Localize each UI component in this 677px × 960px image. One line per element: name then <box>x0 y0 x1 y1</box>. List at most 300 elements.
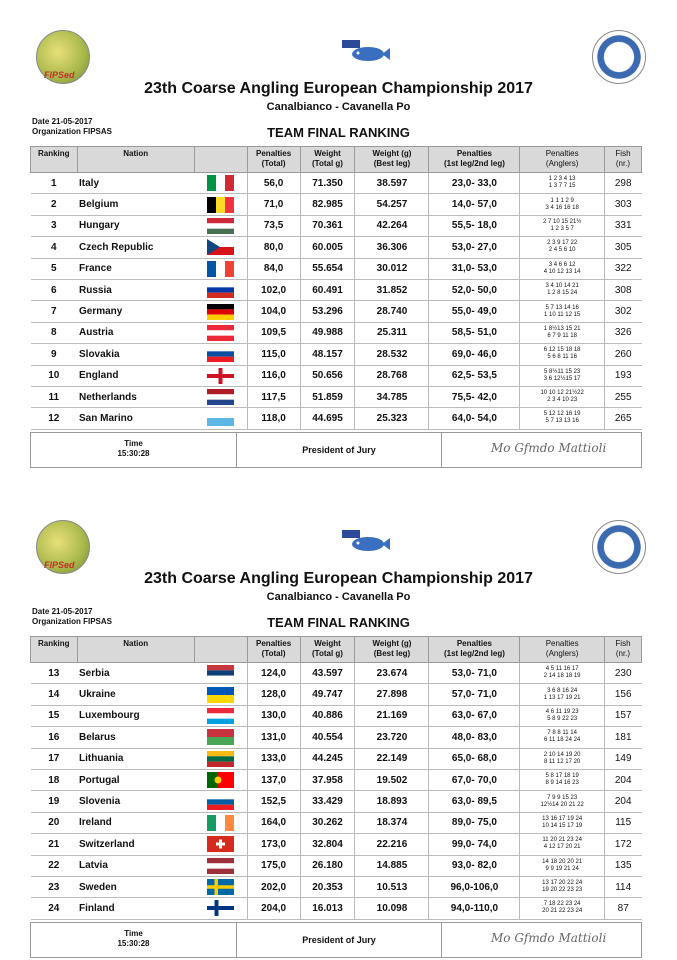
weight-total-cell: 48.157 <box>300 344 355 365</box>
penalties-total-cell: 118,0 <box>247 408 300 429</box>
anglers-line-1: 5 8½11 15 23 <box>544 368 581 375</box>
nation-cell: Ireland <box>77 812 194 833</box>
slovenia-flag-icon <box>207 794 234 810</box>
penalties-legs-cell: 53,0- 27,0 <box>429 237 520 258</box>
sanmarino-flag-icon <box>207 410 234 426</box>
penalties-legs-cell: 67,0- 70,0 <box>429 769 520 790</box>
anglers-line-1: 2 3 9 17 22 <box>547 240 578 247</box>
weight-best-cell: 36.306 <box>355 237 429 258</box>
anglers-line-1: 7 18 22 23 24 <box>543 901 581 908</box>
finland-flag-icon <box>207 900 234 916</box>
anglers-line-2: 8 9 14 16 23 <box>545 780 579 787</box>
header-nation: Nation <box>77 147 194 173</box>
penalties-legs-cell: 57,0- 71,0 <box>429 684 520 705</box>
anglers-line-1: 10 10 12 21½22 <box>540 390 584 397</box>
penalties-legs-cell: 75,5- 42,0 <box>429 386 520 407</box>
penalties-legs-cell: 62,5- 53,5 <box>429 365 520 386</box>
penalties-anglers-cell <box>520 834 605 855</box>
rank-cell: 12 <box>31 408 78 429</box>
penalties-total-cell: 133,0 <box>247 748 300 769</box>
flag-cell <box>194 705 247 726</box>
table-row <box>31 386 642 407</box>
table-row <box>31 898 642 919</box>
weight-total-cell: 60.491 <box>300 279 355 300</box>
weight-best-cell: 25.323 <box>355 408 429 429</box>
table-row <box>31 279 642 300</box>
penalties-legs-cell: 53,0- 71,0 <box>429 663 520 684</box>
weight-best-cell: 30.012 <box>355 258 429 279</box>
weight-total-cell: 71.350 <box>300 173 355 194</box>
anglers-line-1: 6 12 15 18 18 <box>543 347 581 354</box>
rank-cell: 10 <box>31 365 78 386</box>
nation-cell: Lithuania <box>77 748 194 769</box>
rank-cell: 15 <box>31 705 78 726</box>
fish-logo-icon <box>338 36 390 66</box>
penalties-total-cell: 131,0 <box>247 727 300 748</box>
organization-label: Organization FIPSAS <box>32 617 113 626</box>
penalties-anglers-cell <box>520 194 605 215</box>
ranking-table-body <box>31 663 642 920</box>
nation-cell: Luxembourg <box>77 705 194 726</box>
penalties-total-cell: 173,0 <box>247 834 300 855</box>
weight-best-cell: 25.311 <box>355 322 429 343</box>
penalties-total-cell: 84,0 <box>247 258 300 279</box>
rank-cell: 14 <box>31 684 78 705</box>
penalties-anglers-cell <box>520 727 605 748</box>
flag-cell <box>194 194 247 215</box>
latvia-flag-icon <box>207 858 234 874</box>
rank-cell: 20 <box>31 812 78 833</box>
signature: Mo Gfmdo Mattioli <box>491 931 607 945</box>
header-ranking: Ranking <box>31 147 78 173</box>
lithuania-flag-icon <box>207 751 234 767</box>
header-penalties-total: Penalties (Total) <box>247 147 300 173</box>
table-row <box>31 408 642 429</box>
table-header-row <box>31 147 642 173</box>
anglers-line-2: 2 3 4 10 23 <box>547 397 578 404</box>
anglers-line-2: 9 9 19 21 24 <box>545 865 579 872</box>
anglers-line-1: 2 10 14 19 20 <box>543 751 581 758</box>
footer-box <box>30 922 642 958</box>
nation-cell: Austria <box>77 322 194 343</box>
fish-cell: 193 <box>604 365 641 386</box>
weight-total-cell: 49.988 <box>300 322 355 343</box>
flag-cell <box>194 173 247 194</box>
nation-cell: Russia <box>77 279 194 300</box>
france-flag-icon <box>207 261 234 277</box>
belgium-flag-icon <box>207 197 234 213</box>
anglers-line-1: 13 17 20 22 24 <box>542 880 583 887</box>
nation-cell: San Marino <box>77 408 194 429</box>
table-row <box>31 705 642 726</box>
penalties-total-cell: 80,0 <box>247 237 300 258</box>
penalties-legs-cell: 52,0- 50,0 <box>429 279 520 300</box>
weight-best-cell: 14.885 <box>355 855 429 876</box>
rank-cell: 4 <box>31 237 78 258</box>
anglers-line-1: 7 9 9 15 23 <box>547 794 578 801</box>
time-value: 15:30:28 <box>117 449 150 458</box>
anglers-line-2: 2 4 5 6 10 <box>548 247 576 254</box>
nation-cell: Latvia <box>77 855 194 876</box>
penalties-anglers-cell <box>520 322 605 343</box>
anglers-line-1: 5 8 17 18 19 <box>545 773 579 780</box>
header-nation: Nation <box>77 637 194 663</box>
anglers-line-1: 2 7 10 15 21½ <box>542 218 582 225</box>
penalties-anglers-cell <box>520 876 605 897</box>
weight-total-cell: 55.654 <box>300 258 355 279</box>
anglers-line-2: 4 10 12 13 14 <box>543 268 581 275</box>
fish-cell: 298 <box>604 173 641 194</box>
table-row <box>31 769 642 790</box>
weight-total-cell: 70.361 <box>300 215 355 236</box>
fipsas-logo <box>592 520 646 574</box>
flag-cell <box>194 344 247 365</box>
weight-best-cell: 23.674 <box>355 663 429 684</box>
penalties-anglers-cell <box>520 344 605 365</box>
fish-cell: 157 <box>604 705 641 726</box>
weight-total-cell: 43.597 <box>300 663 355 684</box>
flag-cell <box>194 237 247 258</box>
flag-cell <box>194 834 247 855</box>
anglers-line-1: 5 7 13 14 16 <box>545 304 579 311</box>
weight-best-cell: 28.768 <box>355 365 429 386</box>
header-ranking: Ranking <box>31 637 78 663</box>
anglers-line-2: 8 11 12 17 20 <box>544 758 581 765</box>
fish-cell: 204 <box>604 791 641 812</box>
penalties-total-cell: 152,5 <box>247 791 300 812</box>
header-penalties-legs: Penalties (1st leg/2nd leg) <box>429 147 520 173</box>
ranking-sheet-1 <box>0 0 677 470</box>
nation-cell: Sweden <box>77 876 194 897</box>
rank-cell: 13 <box>31 663 78 684</box>
footer-time <box>31 439 236 459</box>
slovakia-flag-icon <box>207 346 234 362</box>
fish-cell: 322 <box>604 258 641 279</box>
nation-cell: Switzerland <box>77 834 194 855</box>
anglers-line-2: 4 12 17 20 21 <box>543 844 581 851</box>
hungary-flag-icon <box>207 218 234 234</box>
penalties-anglers-cell <box>520 215 605 236</box>
penalties-anglers-cell <box>520 684 605 705</box>
switzerland-flag-icon <box>207 836 234 852</box>
rank-cell: 6 <box>31 279 78 300</box>
luxembourg-flag-icon <box>207 708 234 724</box>
nation-cell: England <box>77 365 194 386</box>
anglers-line-2: 5 8 9 22 23 <box>547 715 578 722</box>
fish-cell: 181 <box>604 727 641 748</box>
rank-cell: 21 <box>31 834 78 855</box>
header-penalties-legs: Penalties (1st leg/2nd leg) <box>429 637 520 663</box>
penalties-anglers-cell <box>520 791 605 812</box>
nation-cell: Finland <box>77 898 194 919</box>
table-row <box>31 322 642 343</box>
penalties-anglers-cell <box>520 386 605 407</box>
fish-cell: 305 <box>604 237 641 258</box>
penalties-legs-cell: 63,0- 89,5 <box>429 791 520 812</box>
penalties-total-cell: 115,0 <box>247 344 300 365</box>
time-label: Time <box>124 439 143 448</box>
anglers-line-2: 1 10 11 12 15 <box>544 311 581 318</box>
header-weight-best: Weight (g) (Best leg) <box>355 147 429 173</box>
penalties-legs-cell: 48,0- 83,0 <box>429 727 520 748</box>
flag-cell <box>194 301 247 322</box>
penalties-anglers-cell <box>520 812 605 833</box>
fish-cell: 302 <box>604 301 641 322</box>
anglers-line-2: 1 13 17 19 21 <box>543 694 581 701</box>
anglers-line-2: 2 14 18 18 19 <box>543 673 581 680</box>
anglers-line-2: 10 14 15 17 19 <box>542 822 583 829</box>
fish-cell: 172 <box>604 834 641 855</box>
penalties-legs-cell: 96,0-106,0 <box>429 876 520 897</box>
flag-cell <box>194 215 247 236</box>
time-label: Time <box>124 929 143 938</box>
fish-cell: 156 <box>604 684 641 705</box>
weight-best-cell: 31.852 <box>355 279 429 300</box>
rank-cell: 23 <box>31 876 78 897</box>
weight-best-cell: 54.257 <box>355 194 429 215</box>
header-weight-total: Weight (Total g) <box>300 147 355 173</box>
fish-logo-icon <box>338 526 390 556</box>
austria-flag-icon <box>207 325 234 341</box>
penalties-total-cell: 73,5 <box>247 215 300 236</box>
header-fish: Fish (nr.) <box>604 637 641 663</box>
fish-cell: 204 <box>604 769 641 790</box>
penalties-anglers-cell <box>520 408 605 429</box>
penalties-legs-cell: 55,0- 49,0 <box>429 301 520 322</box>
fipsas-logo <box>592 30 646 84</box>
penalties-anglers-cell <box>520 663 605 684</box>
nation-cell: Serbia <box>77 663 194 684</box>
header-weight-total: Weight (Total g) <box>300 637 355 663</box>
anglers-line-1: 4 6 11 19 23 <box>545 708 579 715</box>
penalties-anglers-cell <box>520 237 605 258</box>
anglers-line-2: 1 2 8 15 24 <box>547 290 578 297</box>
nation-cell: Czech Republic <box>77 237 194 258</box>
weight-best-cell: 28.532 <box>355 344 429 365</box>
anglers-line-1: 3 4 10 14 21 <box>545 283 579 290</box>
flag-cell <box>194 727 247 748</box>
fish-cell: 135 <box>604 855 641 876</box>
page-title: 23th Coarse Angling European Championship 2017 <box>144 80 533 97</box>
penalties-legs-cell: 64,0- 54,0 <box>429 408 520 429</box>
header-penalties-anglers: Penalties (Anglers) <box>520 637 605 663</box>
ranking-table <box>30 636 642 920</box>
header-flag <box>194 147 247 173</box>
fish-cell: 149 <box>604 748 641 769</box>
ranking-title: TEAM FINAL RANKING <box>267 125 410 140</box>
ranking-table <box>30 146 642 430</box>
england-flag-icon <box>207 368 234 384</box>
header-fish: Fish (nr.) <box>604 147 641 173</box>
fish-cell: 326 <box>604 322 641 343</box>
anglers-line-1: 3 4 6 6 12 <box>548 261 576 268</box>
weight-total-cell: 44.695 <box>300 408 355 429</box>
weight-total-cell: 82.985 <box>300 194 355 215</box>
table-row <box>31 791 642 812</box>
anglers-line-2: 1 2 3 5 7 <box>550 225 574 232</box>
penalties-total-cell: 137,0 <box>247 769 300 790</box>
weight-total-cell: 53.296 <box>300 301 355 322</box>
table-row <box>31 258 642 279</box>
weight-best-cell: 28.740 <box>355 301 429 322</box>
rank-cell: 7 <box>31 301 78 322</box>
anglers-line-1: 5 12 12 16 19 <box>543 411 581 418</box>
flag-cell <box>194 279 247 300</box>
fish-cell: 308 <box>604 279 641 300</box>
anglers-line-2: 3 6 12½15 17 <box>543 375 581 382</box>
weight-best-cell: 19.502 <box>355 769 429 790</box>
weight-best-cell: 42.264 <box>355 215 429 236</box>
anglers-line-2: 6 11 18 24 24 <box>544 737 581 744</box>
flag-cell <box>194 855 247 876</box>
flag-cell <box>194 769 247 790</box>
page-subtitle: Canalbianco - Cavanella Po <box>266 591 411 603</box>
rank-cell: 24 <box>31 898 78 919</box>
table-row <box>31 173 642 194</box>
anglers-line-2: 12½14 20 21 22 <box>540 801 584 808</box>
anglers-line-2: 5 7 13 13 16 <box>545 418 579 425</box>
italy-flag-icon <box>207 175 234 191</box>
weight-total-cell: 60.005 <box>300 237 355 258</box>
table-row <box>31 812 642 833</box>
fish-cell: 260 <box>604 344 641 365</box>
rank-cell: 16 <box>31 727 78 748</box>
fish-cell: 87 <box>604 898 641 919</box>
weight-best-cell: 34.785 <box>355 386 429 407</box>
flag-cell <box>194 322 247 343</box>
penalties-total-cell: 56,0 <box>247 173 300 194</box>
anglers-line-2: 3 4 16 16 18 <box>545 204 579 211</box>
penalties-legs-cell: 65,0- 68,0 <box>429 748 520 769</box>
weight-total-cell: 30.262 <box>300 812 355 833</box>
anglers-line-1: 13 16 17 19 24 <box>542 815 583 822</box>
flag-cell <box>194 684 247 705</box>
weight-best-cell: 27.898 <box>355 684 429 705</box>
russia-flag-icon <box>207 282 234 298</box>
fish-cell: 331 <box>604 215 641 236</box>
penalties-legs-cell: 94,0-110,0 <box>429 898 520 919</box>
ranking-title: TEAM FINAL RANKING <box>267 615 410 630</box>
weight-best-cell: 38.597 <box>355 173 429 194</box>
penalties-anglers-cell <box>520 705 605 726</box>
penalties-total-cell: 202,0 <box>247 876 300 897</box>
table-row <box>31 855 642 876</box>
date-label: Date 21-05-2017 <box>32 607 93 616</box>
weight-total-cell: 40.886 <box>300 705 355 726</box>
anglers-line-1: 1 2 3 4 13 <box>548 176 576 183</box>
table-row <box>31 684 642 705</box>
rank-cell: 5 <box>31 258 78 279</box>
penalties-anglers-cell <box>520 898 605 919</box>
weight-total-cell: 40.554 <box>300 727 355 748</box>
penalties-total-cell: 128,0 <box>247 684 300 705</box>
anglers-line-1: 11 20 21 23 24 <box>542 837 582 844</box>
nation-cell: France <box>77 258 194 279</box>
table-row <box>31 194 642 215</box>
page-title: 23th Coarse Angling European Championship 2017 <box>144 570 533 587</box>
rank-cell: 17 <box>31 748 78 769</box>
penalties-anglers-cell <box>520 279 605 300</box>
ranking-table-body <box>31 173 642 430</box>
penalties-total-cell: 204,0 <box>247 898 300 919</box>
czech-flag-icon <box>207 239 234 255</box>
rank-cell: 1 <box>31 173 78 194</box>
weight-total-cell: 51.859 <box>300 386 355 407</box>
penalties-legs-cell: 31,0- 53,0 <box>429 258 520 279</box>
table-row <box>31 344 642 365</box>
flag-cell <box>194 365 247 386</box>
anglers-line-2: 20 21 22 23 24 <box>542 908 583 915</box>
penalties-legs-cell: 58,5- 51,0 <box>429 322 520 343</box>
president-of-jury-label: President of Jury <box>236 923 442 957</box>
page-subtitle: Canalbianco - Cavanella Po <box>266 101 411 113</box>
penalties-legs-cell: 89,0- 75,0 <box>429 812 520 833</box>
fish-cell: 114 <box>604 876 641 897</box>
penalties-anglers-cell <box>520 855 605 876</box>
flag-cell <box>194 812 247 833</box>
table-row <box>31 663 642 684</box>
header-penalties-total: Penalties (Total) <box>247 637 300 663</box>
penalties-total-cell: 175,0 <box>247 855 300 876</box>
penalties-total-cell: 71,0 <box>247 194 300 215</box>
rank-cell: 2 <box>31 194 78 215</box>
weight-total-cell: 37.958 <box>300 769 355 790</box>
rank-cell: 9 <box>31 344 78 365</box>
footer-box <box>30 432 642 468</box>
penalties-anglers-cell <box>520 258 605 279</box>
nation-cell: Slovenia <box>77 791 194 812</box>
anglers-line-2: 6 7 9 11 18 <box>547 332 577 339</box>
weight-best-cell: 21.169 <box>355 705 429 726</box>
penalties-legs-cell: 23,0- 33,0 <box>429 173 520 194</box>
penalties-legs-cell: 55,5- 18,0 <box>429 215 520 236</box>
anglers-line-1: 1 1 1 2 9 <box>550 197 574 204</box>
nation-cell: Belgium <box>77 194 194 215</box>
rank-cell: 18 <box>31 769 78 790</box>
penalties-anglers-cell <box>520 365 605 386</box>
table-row <box>31 876 642 897</box>
penalties-anglers-cell <box>520 301 605 322</box>
penalties-anglers-cell <box>520 748 605 769</box>
ranking-sheet-2 <box>0 490 677 960</box>
nation-cell: Netherlands <box>77 386 194 407</box>
weight-best-cell: 22.216 <box>355 834 429 855</box>
fipsed-logo-text: FIPSed <box>44 70 75 80</box>
president-of-jury-label: President of Jury <box>236 433 442 467</box>
fish-cell: 265 <box>604 408 641 429</box>
fish-cell: 255 <box>604 386 641 407</box>
penalties-total-cell: 164,0 <box>247 812 300 833</box>
anglers-line-2: 5 6 8 11 16 <box>547 354 577 361</box>
rank-cell: 19 <box>31 791 78 812</box>
table-header-row <box>31 637 642 663</box>
table-row <box>31 301 642 322</box>
anglers-line-1: 7 8 8 11 14 <box>547 730 577 737</box>
flag-cell <box>194 876 247 897</box>
penalties-total-cell: 102,0 <box>247 279 300 300</box>
table-row <box>31 365 642 386</box>
rank-cell: 8 <box>31 322 78 343</box>
penalties-legs-cell: 63,0- 67,0 <box>429 705 520 726</box>
rank-cell: 22 <box>31 855 78 876</box>
nation-cell: Slovakia <box>77 344 194 365</box>
penalties-total-cell: 104,0 <box>247 301 300 322</box>
penalties-total-cell: 117,5 <box>247 386 300 407</box>
portugal-flag-icon <box>207 772 234 788</box>
table-row <box>31 727 642 748</box>
weight-total-cell: 49.747 <box>300 684 355 705</box>
anglers-line-1: 4 5 11 16 17 <box>545 666 579 673</box>
